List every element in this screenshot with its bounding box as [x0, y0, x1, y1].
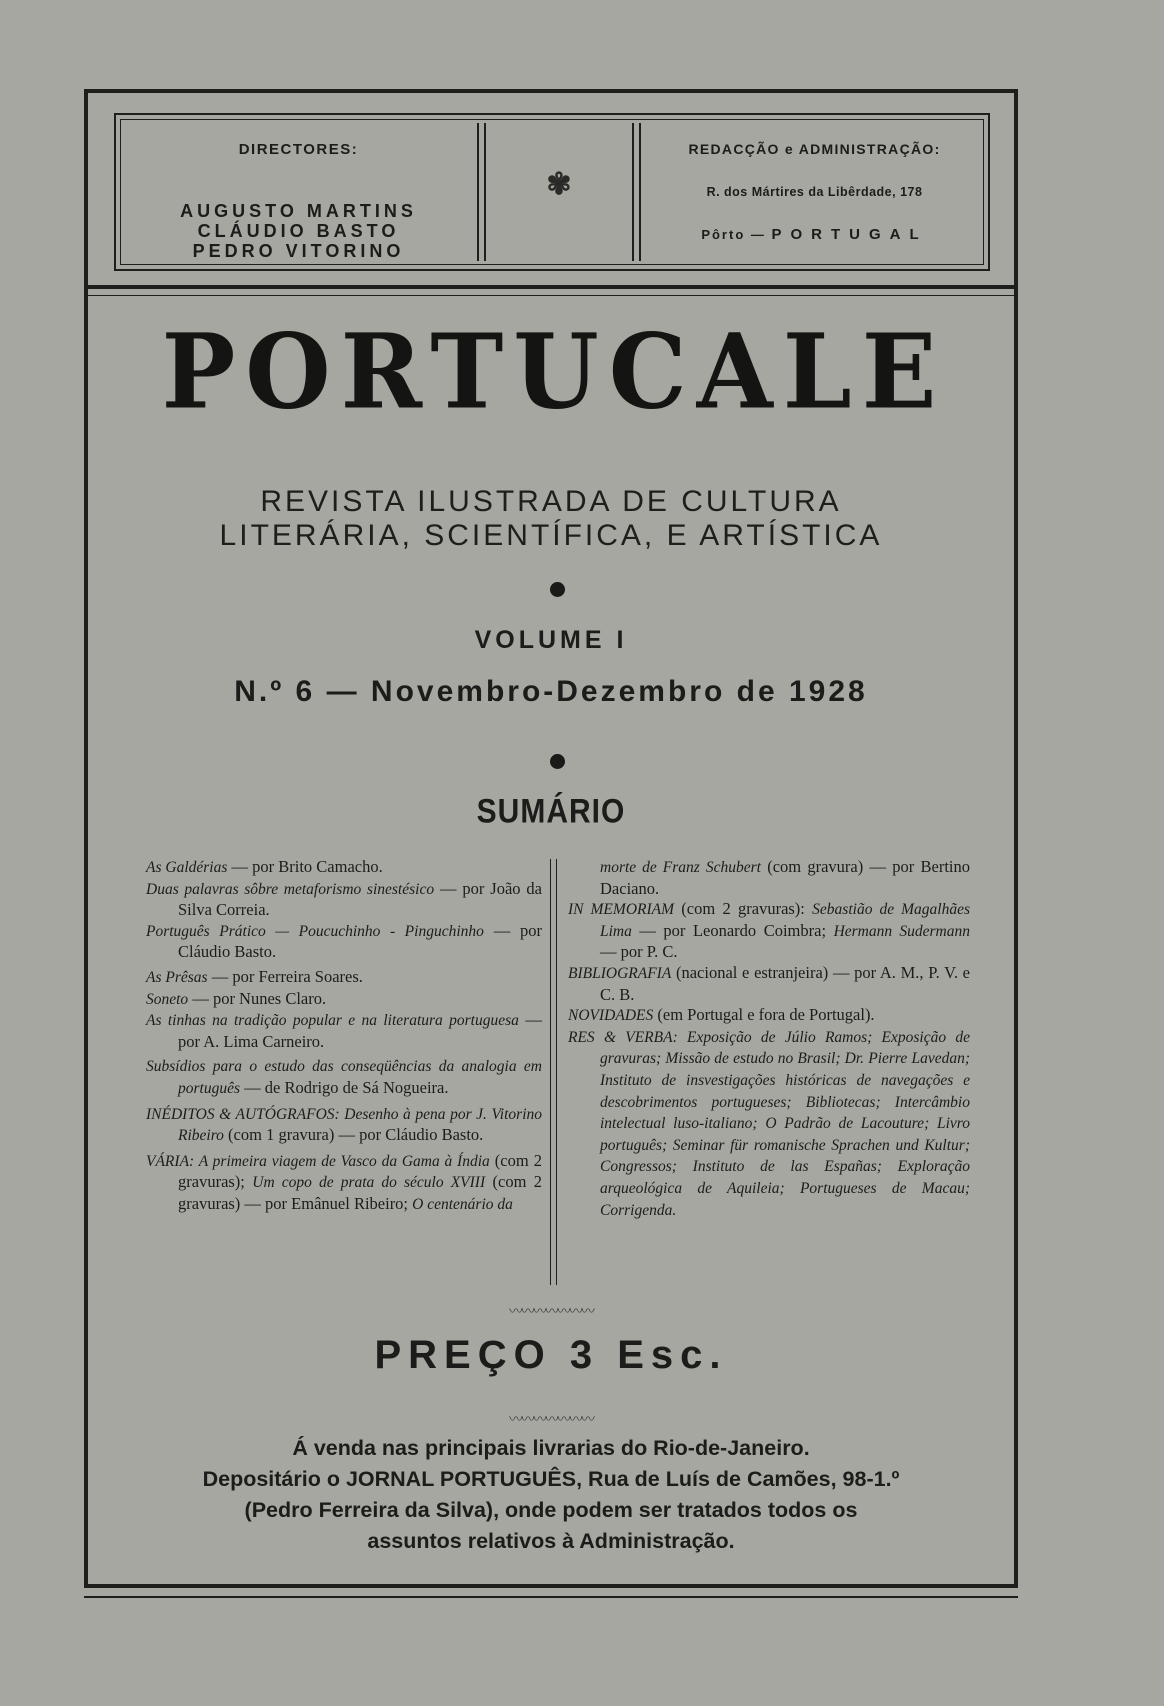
- bullet-ornament-icon: [550, 754, 565, 769]
- summary-entry: As Galdérias — por Brito Camacho.: [146, 857, 383, 876]
- summary-right-column: [568, 857, 970, 1221]
- wave-ornament-icon: 〰〰〰〰〰〰〰: [509, 1412, 593, 1428]
- summary-entry: BIBLIOGRAFIA (nacional e estranjeira) — por A. M., P. V. e C. B.: [568, 962, 970, 1004]
- ornament-block: [481, 115, 637, 269]
- wave-ornament-icon: 〰〰〰〰〰〰〰: [509, 1304, 593, 1320]
- summary-entry: Português Prático — Poucuchinho - Pinguchinho — por Cláudio Basto.: [146, 920, 542, 962]
- sale-line: Á venda nas principais livrarias do Rio-de-Janeiro.: [292, 1436, 810, 1460]
- summary-entry: INÉDITOS & AUTÓGRAFOS: Desenho à pena por J. Vitorino Ribeiro (com 1 gravura) — por Cláudio Basto.: [146, 1105, 542, 1145]
- flower-ornament-icon: ✾: [546, 168, 572, 201]
- subtitle-line: LITERÁRIA, SCIENTÍFICA, E ARTÍSTICA: [219, 519, 883, 552]
- summary-left-column: [146, 857, 542, 1216]
- summary-entry: morte de Franz Schubert (com gravura) — por Bertino Daciano.: [600, 857, 971, 898]
- summary-entry: RES & VERBA: Exposição de Júlio Ramos; Exposição de gravuras; Missão de estudo no Brasil; Dr. Pierre Lavedan; Instituto de insvestigações históricas de navegações e descobrimentos portugueses; Bibliotecas; Intercâmbio intelectual luso-italiano; O Padrão de Lacouture; Livro português; Seminar für romanische Sprachen und Kultur; Congressos; Instituto de las Españas; Exploração arqueológica de Aquileia; Portugueses de Macau; Corrigenda.: [568, 1028, 970, 1219]
- director-name: CLÁUDIO BASTO: [197, 221, 400, 241]
- column-divider: [550, 859, 557, 1285]
- sale-notice: [88, 1433, 1014, 1557]
- summary-entry: IN MEMORIAM (com 2 gravuras): Sebastião de Magalhães Lima — por Leonardo Coimbra; Hermann Sudermann — por P. C.: [568, 899, 971, 962]
- summary-entry: As Prêsas — por Ferreira Soares.: [146, 966, 363, 986]
- header-rule: [88, 285, 1014, 289]
- summary-title: SUMÁRIO: [476, 792, 626, 831]
- summary-entry: NOVIDADES (em Portugal e fora de Portugal).: [568, 1005, 875, 1025]
- country-name: PORTUGAL: [771, 226, 928, 243]
- admin-address: R. dos Mártires da Libêrdade, 178: [706, 185, 923, 199]
- summary-entry: Subsídios para o estudo das conseqüências da analogia em português — de Rodrigo de Sá Nogueira.: [146, 1058, 542, 1097]
- admin-block: [637, 115, 992, 269]
- directors-block: [116, 115, 481, 269]
- sale-line: (Pedro Ferreira da Silva), onde podem ser tratados todos os: [244, 1498, 858, 1522]
- admin-label: REDACÇÃO e ADMINISTRAÇÃO:: [688, 141, 941, 157]
- directors-label: DIRECTORES:: [238, 141, 359, 158]
- summary-entry: Soneto — por Nunes Claro.: [146, 988, 327, 1008]
- director-name: AUGUSTO MARTINS: [180, 201, 417, 221]
- masthead-title: PORTUCALE: [161, 312, 947, 433]
- sale-line: assuntos relativos à Administração.: [367, 1529, 735, 1553]
- subtitle-line: REVISTA ILUSTRADA DE CULTURA: [260, 485, 842, 518]
- summary-entry: As tinhas na tradição popular e na literatura portuguesa — por A. Lima Carneiro.: [146, 1010, 542, 1051]
- city-name: Pôrto —: [701, 227, 766, 242]
- header-box: [114, 113, 990, 271]
- bullet-ornament-icon: [550, 582, 565, 597]
- cover-frame: [84, 89, 1018, 1588]
- summary-entry: Duas palavras sôbre metaforismo sinestésico — por João da Silva Correia.: [146, 878, 542, 920]
- price-label: PREÇO 3 Esc.: [374, 1333, 728, 1377]
- summary-entry: VÁRIA: A primeira viagem de Vasco da Gama à Índia (com 2 gravuras); Um copo de prata do século XVIII (com 2 gravuras) — por Emânuel Ribeiro; O centenário da: [146, 1150, 543, 1213]
- admin-city: [637, 226, 992, 243]
- sale-line: Depositário o JORNAL PORTUGUÊS, Rua de Luís de Camões, 98-1.º: [202, 1467, 900, 1491]
- issue-label: N.º 6 — Novembro-Dezembro de 1928: [234, 675, 868, 708]
- director-name: PEDRO VITORINO: [192, 241, 405, 261]
- volume-label: VOLUME I: [474, 626, 628, 654]
